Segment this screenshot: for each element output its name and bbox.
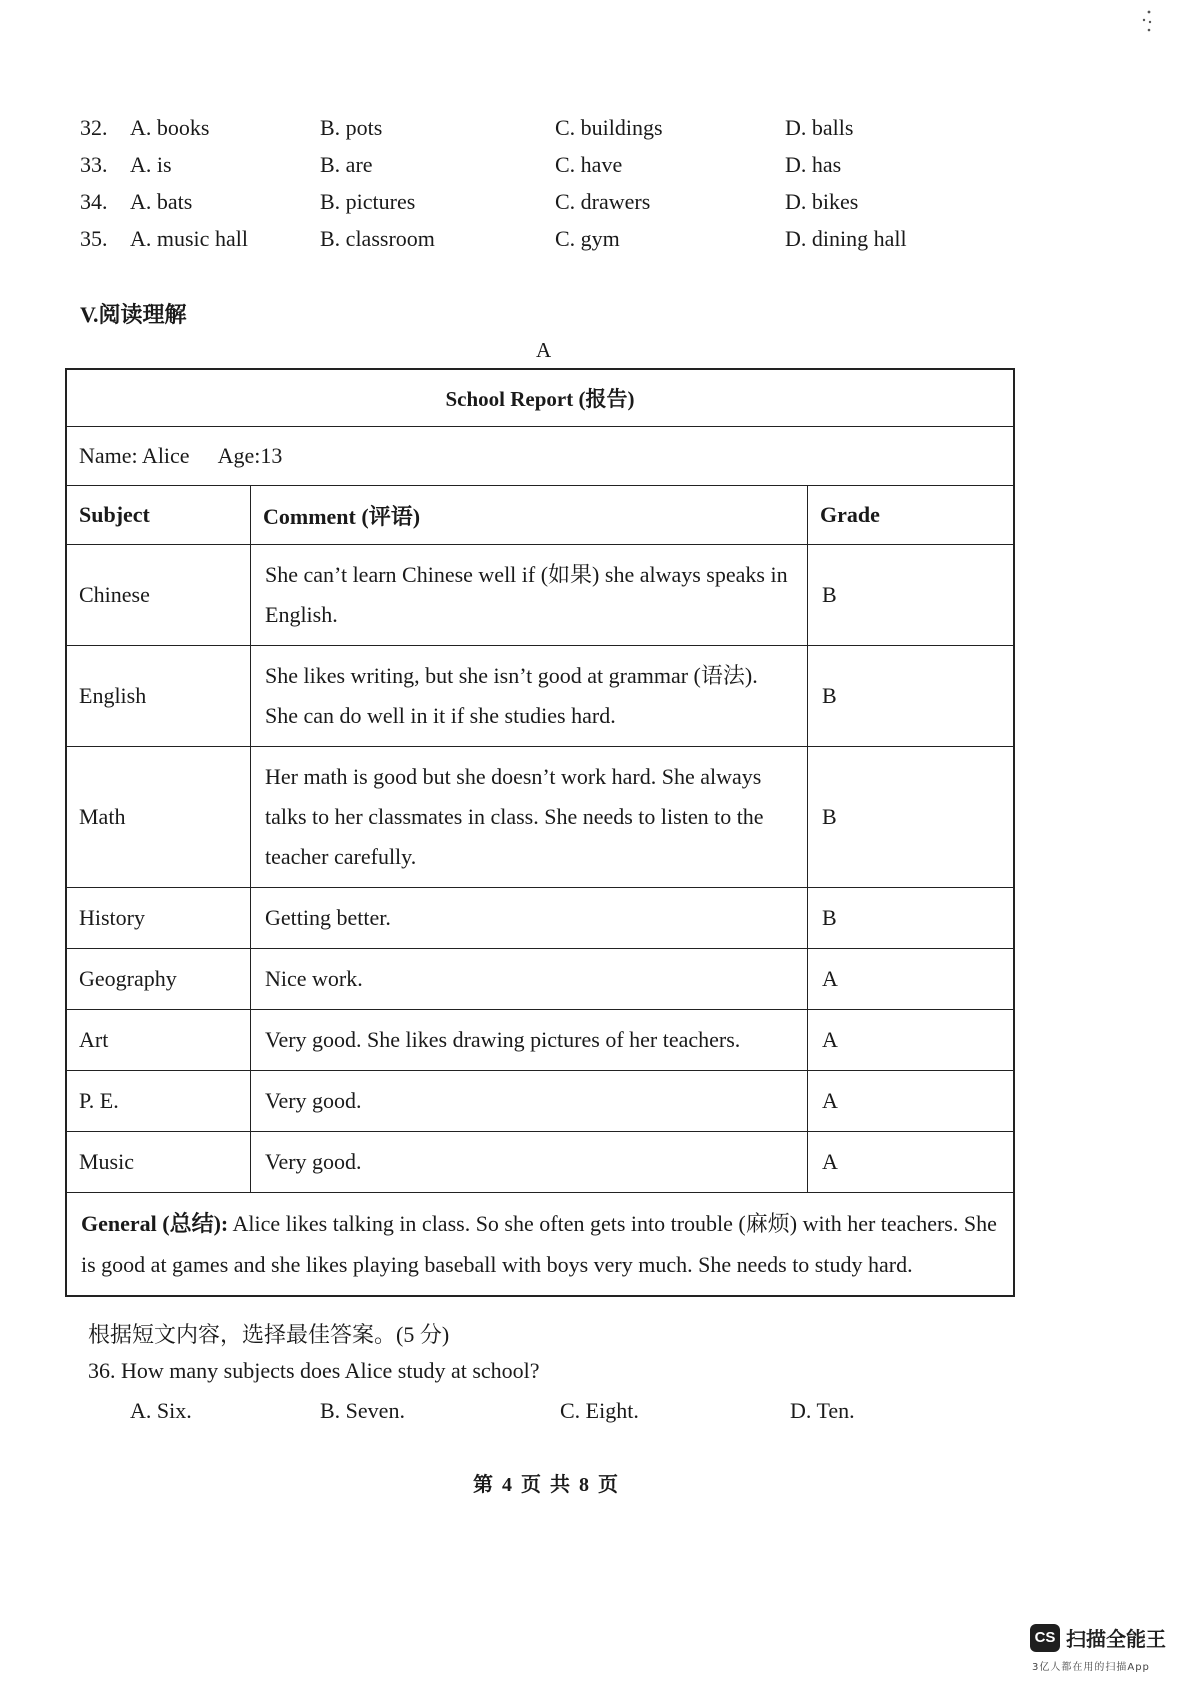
option-a: A. is (130, 152, 172, 177)
option-d: D. Ten. (790, 1398, 855, 1423)
subject-cell: Math (66, 747, 251, 888)
scan-mark (1140, 8, 1154, 34)
table-row (66, 545, 1014, 646)
question-36: 36. How many subjects does Alice study at school? (88, 1358, 540, 1383)
table-header-row (66, 486, 1014, 545)
report-title: School Report (报告) (66, 369, 1014, 427)
table-row (66, 1010, 1014, 1071)
header-subject: Subject (66, 486, 251, 545)
grade-cell: B (808, 747, 1015, 888)
option-a: A. Six. (130, 1398, 192, 1423)
question-number: 34. (80, 189, 108, 214)
page-footer: 第 4 页 共 8 页 (473, 1474, 620, 1496)
question-row-34 (80, 189, 980, 225)
option-a: A. music hall (130, 226, 248, 251)
subject-cell: History (66, 888, 251, 949)
option-c: C. gym (555, 226, 620, 251)
general-summary (66, 1193, 1014, 1297)
option-c: C. Eight. (560, 1398, 639, 1423)
question-number: 33. (80, 152, 108, 177)
grade-cell: B (808, 888, 1015, 949)
question-row-33 (80, 152, 980, 188)
comment-cell: Getting better. (251, 888, 808, 949)
comment-cell: She likes writing, but she isn’t good at grammar (语法). She can do well in it if she studies hard. (251, 646, 808, 747)
general-label: General (总结): (81, 1211, 229, 1236)
grade-cell: A (808, 1010, 1015, 1071)
grade-cell: A (808, 1071, 1015, 1132)
comment-cell: Nice work. (251, 949, 808, 1010)
option-b: B. are (320, 152, 373, 177)
table-row (66, 646, 1014, 747)
instruction-text: 根据短文内容，选择最佳答案。(5 分) (88, 1322, 450, 1347)
school-report-table (65, 368, 1015, 1297)
option-b: B. pots (320, 115, 383, 140)
general-text: Alice likes talking in class. So she often gets into trouble (麻烦) with her teachers. She is good at games and she likes playing baseball with boys very much. She needs to study hard. (81, 1211, 997, 1277)
comment-cell: Very good. She likes drawing pictures of her teachers. (251, 1010, 808, 1071)
option-d: D. balls (785, 115, 854, 140)
scanner-watermark (1030, 1620, 1180, 1676)
subject-cell: Geography (66, 949, 251, 1010)
student-name: Name: Alice (79, 443, 190, 468)
option-d: D. has (785, 152, 842, 177)
question-row-35 (80, 226, 980, 262)
option-c: C. buildings (555, 115, 663, 140)
passage-label: A (536, 338, 552, 362)
subject-cell: English (66, 646, 251, 747)
student-info (66, 427, 1014, 486)
comment-cell: Very good. (251, 1071, 808, 1132)
option-b: B. Seven. (320, 1398, 405, 1423)
comment-cell: Her math is good but she doesn’t work hard. She always talks to her classmates in class. She needs to listen to the teacher carefully. (251, 747, 808, 888)
watermark-subtitle: 3亿人都在用的扫描App (1032, 1662, 1150, 1673)
table-row (66, 888, 1014, 949)
table-row (66, 1071, 1014, 1132)
option-a: A. bats (130, 189, 193, 214)
table-row (66, 1132, 1014, 1193)
camscanner-logo-icon: CS (1030, 1624, 1060, 1652)
option-c: C. drawers (555, 189, 651, 214)
option-d: D. dining hall (785, 226, 907, 251)
subject-cell: P. E. (66, 1071, 251, 1132)
grade-cell: B (808, 545, 1015, 646)
option-b: B. classroom (320, 226, 435, 251)
header-grade: Grade (808, 486, 1015, 545)
option-b: B. pictures (320, 189, 416, 214)
watermark-name: 扫描全能王 (1066, 1627, 1166, 1651)
header-comment: Comment (评语) (251, 486, 808, 545)
grade-cell: A (808, 1132, 1015, 1193)
option-a: A. books (130, 115, 210, 140)
comment-cell: She can’t learn Chinese well if (如果) she always speaks in English. (251, 545, 808, 646)
option-c: C. have (555, 152, 623, 177)
table-row (66, 949, 1014, 1010)
subject-cell: Chinese (66, 545, 251, 646)
grade-cell: B (808, 646, 1015, 747)
question-row-32 (80, 115, 980, 151)
question-number: 35. (80, 226, 108, 251)
grade-cell: A (808, 949, 1015, 1010)
question-36-options (130, 1398, 930, 1432)
subject-cell: Art (66, 1010, 251, 1071)
option-d: D. bikes (785, 189, 859, 214)
general-row (66, 1193, 1014, 1297)
table-row (66, 747, 1014, 888)
student-age: Age:13 (217, 443, 283, 468)
subject-cell: Music (66, 1132, 251, 1193)
question-number: 32. (80, 115, 108, 140)
section-title: V.阅读理解 (80, 302, 187, 327)
comment-cell: Very good. (251, 1132, 808, 1193)
